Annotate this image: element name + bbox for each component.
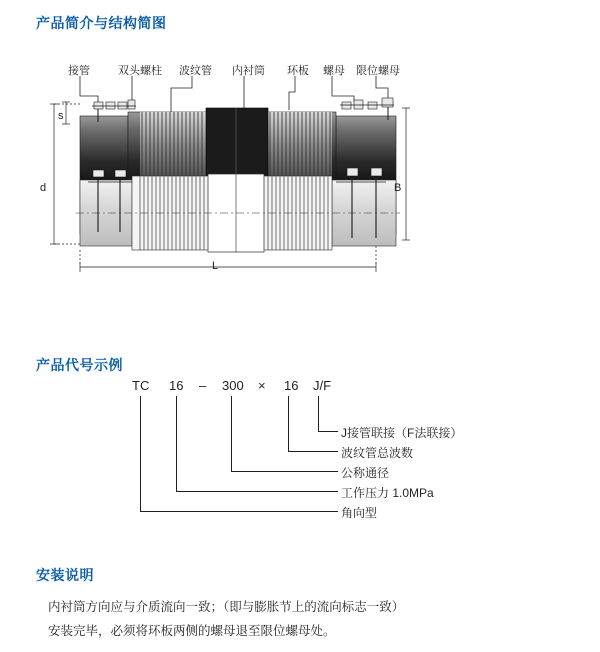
expansion-joint-drawing [36, 62, 456, 292]
code-token-times: × [258, 378, 266, 393]
leader-line-pressure-v [176, 396, 177, 491]
leader-line-waves-v [288, 396, 289, 451]
leader-line-jf-v [318, 396, 319, 431]
section-title-structure: 产品简介与结构简图 [36, 15, 167, 31]
leader-line-type-h [140, 511, 338, 512]
code-token-300: 300 [222, 378, 244, 393]
leader-line-dn-h [231, 471, 338, 472]
callout-label-jieguan: 接管 [68, 65, 90, 77]
code-desc-connection: J接管联接（F法联接） [341, 426, 463, 440]
code-token-tc: TC [132, 378, 150, 393]
callout-label-luomu: 螺母 [323, 65, 345, 77]
install-note-1: 内衬筒方向应与介质流向一致；（即与膨胀节上的流向标志一致） [48, 600, 405, 614]
install-note-2: 安装完毕，必须将环板两侧的螺母退至限位螺母处。 [48, 624, 336, 638]
structure-diagram [36, 62, 456, 292]
callout-label-xianwei: 限位螺母 [356, 65, 400, 77]
callout-label-huanban: 环板 [287, 65, 309, 77]
code-desc-nominal-diameter: 公称通径 [341, 466, 390, 480]
section-title-code: 产品代号示例 [36, 357, 123, 373]
dimension-label-d: d [40, 182, 47, 194]
dimension-label-l: L [212, 260, 219, 272]
callout-label-neichentong: 内衬筒 [232, 65, 265, 77]
leader-line-jf-h [318, 431, 338, 432]
code-token-dash: – [199, 378, 207, 393]
code-token-16b: 16 [284, 378, 299, 393]
code-desc-type: 角向型 [341, 506, 378, 520]
product-code-diagram [36, 378, 516, 538]
callout-label-luozhu: 双头螺柱 [118, 65, 162, 77]
install-notes [48, 598, 568, 646]
code-token-jf: J/F [313, 378, 332, 393]
code-desc-working-pressure: 工作压力 1.0MPa [341, 486, 434, 500]
leader-line-waves-h [288, 451, 338, 452]
callout-label-bowenguan: 波纹管 [179, 65, 212, 77]
dimension-label-b: B [394, 182, 402, 194]
leader-line-dn-v [231, 396, 232, 471]
section-title-install: 安装说明 [36, 567, 94, 583]
code-token-16a: 16 [169, 378, 184, 393]
code-desc-wave-count: 波纹管总波数 [341, 446, 414, 460]
leader-line-pressure-h [176, 491, 338, 492]
dimension-label-s: s [58, 110, 64, 122]
leader-line-type-v [140, 396, 141, 511]
